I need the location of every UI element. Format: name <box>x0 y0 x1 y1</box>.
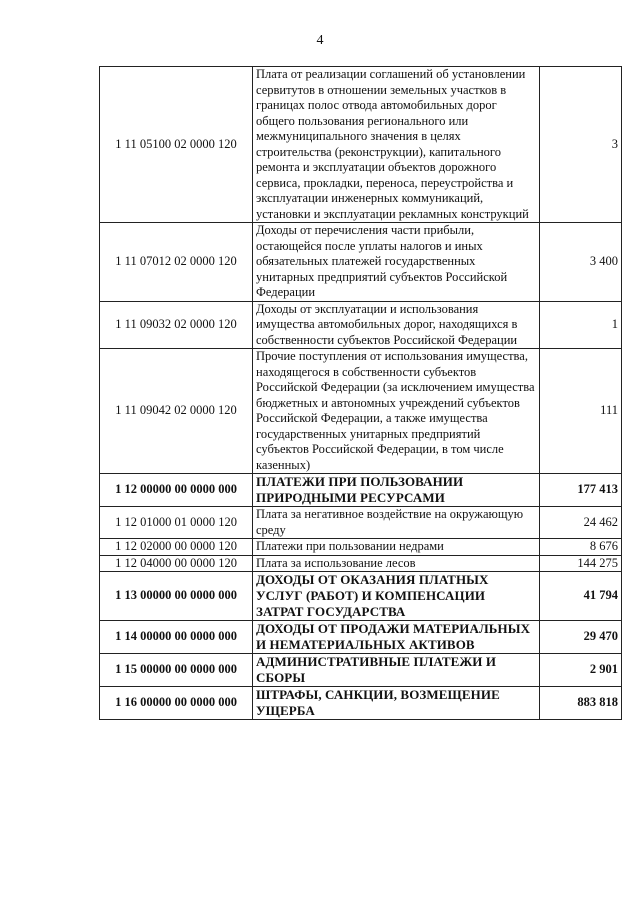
amount-cell: 24 462 <box>540 507 622 539</box>
table-row <box>100 301 622 349</box>
table-row-section <box>100 474 622 507</box>
table-row-section <box>100 687 622 720</box>
code-cell: 1 16 00000 00 0000 000 <box>100 687 253 720</box>
description-cell: Платежи при пользовании недрами <box>253 539 540 556</box>
table-row <box>100 223 622 302</box>
amount-cell: 29 470 <box>540 621 622 654</box>
code-cell: 1 13 00000 00 0000 000 <box>100 572 253 621</box>
code-cell: 1 12 01000 01 0000 120 <box>100 507 253 539</box>
page-number: 4 <box>316 33 324 48</box>
code-cell: 1 11 05100 02 0000 120 <box>100 67 253 223</box>
table-row <box>100 555 622 572</box>
code-cell: 1 12 00000 00 0000 000 <box>100 474 253 507</box>
amount-cell: 2 901 <box>540 654 622 687</box>
table-row-section <box>100 572 622 621</box>
amount-cell: 883 818 <box>540 687 622 720</box>
amount-cell: 8 676 <box>540 539 622 556</box>
table-row <box>100 349 622 474</box>
table-row-section <box>100 621 622 654</box>
code-cell: 1 15 00000 00 0000 000 <box>100 654 253 687</box>
description-cell: Доходы от эксплуатации и использования имущества автомобильных дорог, находящихся в собственности субъектов Российской Федерации <box>253 301 540 349</box>
description-cell: Плата от реализации соглашений об установлении сервитутов в отношении земельных участков в границах полос отвода автомобильных дорог общего пользования регионального или межмуниципального значения в целях строительства (реконструкции), капитального ремонта и эксплуатации объектов дорожного сервиса, прокладки, переноса, переустройства и эксплуатации инженерных коммуникаций, установки и эксплуатации рекламных конструкций <box>253 67 540 223</box>
amount-cell: 3 <box>540 67 622 223</box>
description-cell: Плата за негативное воздействие на окружающую среду <box>253 507 540 539</box>
code-cell: 1 12 02000 00 0000 120 <box>100 539 253 556</box>
description-cell: Плата за использование лесов <box>253 555 540 572</box>
amount-cell: 41 794 <box>540 572 622 621</box>
description-cell: ДОХОДЫ ОТ ОКАЗАНИЯ ПЛАТНЫХ УСЛУГ (РАБОТ) И КОМПЕНСАЦИИ ЗАТРАТ ГОСУДАРСТВА <box>253 572 540 621</box>
code-cell: 1 14 00000 00 0000 000 <box>100 621 253 654</box>
description-cell: ДОХОДЫ ОТ ПРОДАЖИ МАТЕРИАЛЬНЫХ И НЕМАТЕРИАЛЬНЫХ АКТИВОВ <box>253 621 540 654</box>
description-cell: Прочие поступления от использования имущества, находящегося в собственности субъектов Российской Федерации (за исключением имущества бюджетных и автономных учреждений субъектов Российской Федерации, а также имущества государственных унитарных предприятий субъектов Российской Федерации, в том числе казенных) <box>253 349 540 474</box>
amount-cell: 111 <box>540 349 622 474</box>
code-cell: 1 11 07012 02 0000 120 <box>100 223 253 302</box>
table-row <box>100 67 622 223</box>
amount-cell: 3 400 <box>540 223 622 302</box>
table-row <box>100 539 622 556</box>
description-cell: АДМИНИСТРАТИВНЫЕ ПЛАТЕЖИ И СБОРЫ <box>253 654 540 687</box>
code-cell: 1 12 04000 00 0000 120 <box>100 555 253 572</box>
table-row-section <box>100 654 622 687</box>
revenue-table <box>99 66 622 720</box>
amount-cell: 177 413 <box>540 474 622 507</box>
description-cell: ПЛАТЕЖИ ПРИ ПОЛЬЗОВАНИИ ПРИРОДНЫМИ РЕСУРСАМИ <box>253 474 540 507</box>
code-cell: 1 11 09042 02 0000 120 <box>100 349 253 474</box>
code-cell: 1 11 09032 02 0000 120 <box>100 301 253 349</box>
amount-cell: 144 275 <box>540 555 622 572</box>
description-cell: Доходы от перечисления части прибыли, остающейся после уплаты налогов и иных обязательных платежей государственных унитарных предприятий субъектов Российской Федерации <box>253 223 540 302</box>
amount-cell: 1 <box>540 301 622 349</box>
table-row <box>100 507 622 539</box>
description-cell: ШТРАФЫ, САНКЦИИ, ВОЗМЕЩЕНИЕ УЩЕРБА <box>253 687 540 720</box>
